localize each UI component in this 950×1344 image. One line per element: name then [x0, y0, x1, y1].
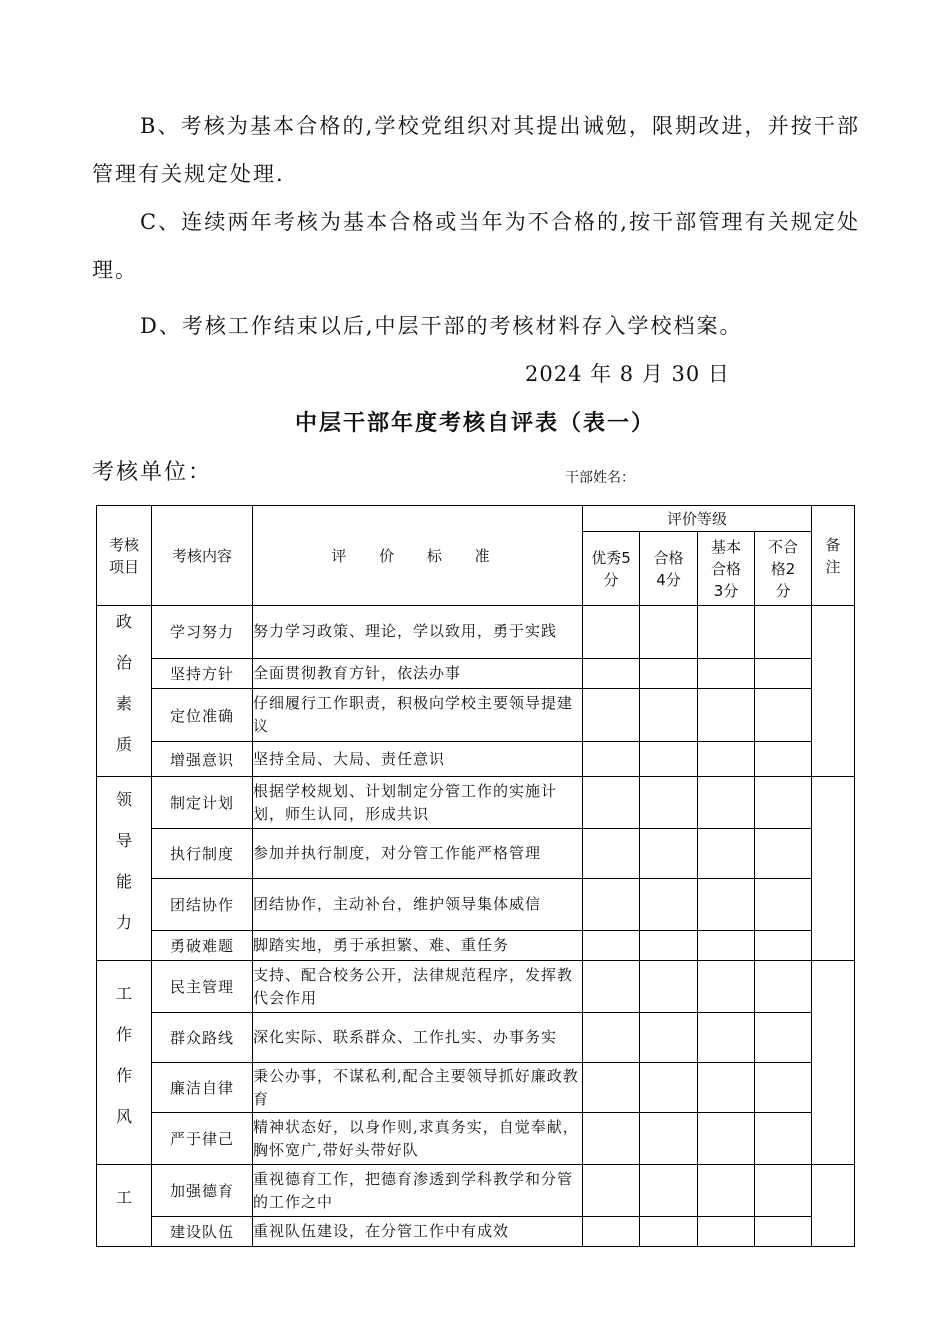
grade-cell-excellent[interactable] [583, 606, 640, 659]
criteria-text: 重视德育工作，把德育渗透到学科教学和分管的工作之中 [253, 1165, 583, 1217]
criteria-text: 秉公办事，不谋私利,配合主要领导抓好廉政教育 [253, 1063, 583, 1113]
paragraph-d: D、考核工作结束以后,中层干部的考核材料存入学校档案。 [140, 314, 743, 338]
grade-cell-excellent[interactable] [583, 829, 640, 879]
table-row [97, 1113, 855, 1165]
grade-cell-pass[interactable] [640, 689, 698, 742]
category-char: 作 [115, 1065, 132, 1085]
grade-cell-fail[interactable] [755, 1217, 812, 1247]
grade-cell-basic[interactable] [698, 961, 755, 1013]
content-item: 执行制度 [152, 829, 253, 879]
category-cell [97, 1165, 152, 1247]
header-category-text: 考核项目 [108, 535, 139, 576]
table-row [97, 658, 855, 689]
criteria-text: 努力学习政策、理论，学以致用，勇于实践 [253, 606, 583, 659]
assessment-table [96, 505, 855, 1247]
table-row [97, 689, 855, 742]
grade-cell-excellent[interactable] [583, 777, 640, 829]
grade-cell-fail[interactable] [755, 961, 812, 1013]
grade-cell-basic[interactable] [698, 829, 755, 879]
grade-cell-pass[interactable] [640, 879, 698, 931]
header-remark [812, 506, 855, 606]
grade-cell-basic[interactable] [698, 1113, 755, 1165]
remark-cell[interactable] [812, 777, 855, 961]
table-row [97, 606, 855, 659]
header-grade-fail [755, 532, 812, 606]
content-item: 增强意识 [152, 742, 253, 777]
criteria-text: 支持、配合校务公开，法律规范程序，发挥教代会作用 [253, 961, 583, 1013]
header-grade-basic-text: 基本合格3分 [710, 537, 741, 600]
table-row [97, 931, 855, 961]
content-item: 团结协作 [152, 879, 253, 931]
grade-cell-pass[interactable] [640, 1113, 698, 1165]
form-title: 中层干部年度考核自评表（表一） [294, 411, 655, 436]
header-grade-pass-text: 合格4分 [653, 548, 684, 589]
grade-cell-excellent[interactable] [583, 1013, 640, 1063]
grade-cell-fail[interactable] [755, 829, 812, 879]
grade-cell-pass[interactable] [640, 1013, 698, 1063]
grade-cell-excellent[interactable] [583, 658, 640, 689]
grade-cell-pass[interactable] [640, 606, 698, 659]
criteria-text: 团结协作，主动补台，维护领导集体威信 [253, 879, 583, 931]
grade-cell-pass[interactable] [640, 742, 698, 777]
grade-cell-basic[interactable] [698, 879, 755, 931]
category-char: 政 [115, 612, 132, 631]
table-row [97, 1165, 855, 1217]
grade-cell-fail[interactable] [755, 1113, 812, 1165]
header-content: 考核内容 [152, 506, 253, 606]
content-item: 坚持方针 [152, 658, 253, 689]
criteria-text: 全面贯彻教育方针，依法办事 [253, 658, 583, 689]
header-grade-excellent-text: 优秀5分 [591, 548, 631, 589]
grade-cell-excellent[interactable] [583, 1063, 640, 1113]
document-date: 2024 年 8 月 30 日 [525, 362, 730, 386]
paragraph-b: B、考核为基本合格的,学校党组织对其提出诫勉，限期改进，并按干部管理有关规定处理. [92, 114, 860, 186]
table-row [97, 879, 855, 931]
content-item: 学习努力 [152, 606, 253, 659]
category-char: 治 [115, 653, 132, 672]
grade-cell-basic[interactable] [698, 1217, 755, 1247]
table-row [97, 1217, 855, 1247]
grade-cell-fail[interactable] [755, 1063, 812, 1113]
grade-cell-fail[interactable] [755, 742, 812, 777]
criteria-text: 脚踏实地，勇于承担繁、难、重任务 [253, 931, 583, 961]
grade-cell-fail[interactable] [755, 689, 812, 742]
paragraph-c: C、连续两年考核为基本合格或当年为不合格的,按干部管理有关规定处理。 [92, 210, 860, 282]
grade-cell-excellent[interactable] [583, 1217, 640, 1247]
header-remark-text: 备注 [825, 535, 841, 576]
grade-cell-excellent[interactable] [583, 742, 640, 777]
grade-cell-basic[interactable] [698, 1165, 755, 1217]
category-char: 导 [115, 830, 132, 850]
table-row [97, 777, 855, 829]
header-grade-group: 评价等级 [583, 506, 812, 532]
criteria-text: 参加并执行制度，对分管工作能严格管理 [253, 829, 583, 879]
grade-cell-fail[interactable] [755, 606, 812, 659]
grade-cell-basic[interactable] [698, 742, 755, 777]
grade-cell-excellent[interactable] [583, 1113, 640, 1165]
header-grade-fail-text: 不合格2分 [768, 537, 799, 600]
table-row [97, 829, 855, 879]
grade-cell-fail[interactable] [755, 879, 812, 931]
header-category [97, 506, 152, 606]
category-char: 素 [115, 694, 132, 713]
grade-cell-pass[interactable] [640, 1165, 698, 1217]
grade-cell-fail[interactable] [755, 777, 812, 829]
grade-cell-excellent[interactable] [583, 689, 640, 742]
grade-cell-basic[interactable] [698, 689, 755, 742]
grade-cell-pass[interactable] [640, 961, 698, 1013]
table-row [97, 961, 855, 1013]
criteria-text: 精神状态好，以身作则,求真务实，自觉奉献，胸怀宽广,带好头带好队 [253, 1113, 583, 1165]
category-char: 作 [115, 1024, 132, 1044]
grade-cell-pass[interactable] [640, 658, 698, 689]
header-grade-excellent [583, 532, 640, 606]
grade-cell-pass[interactable] [640, 1217, 698, 1247]
table-row [97, 1063, 855, 1113]
criteria-text: 根据学校规划、计划制定分管工作的实施计划，师生认同，形成共识 [253, 777, 583, 829]
grade-cell-pass[interactable] [640, 829, 698, 879]
category-char: 能 [115, 871, 132, 891]
grade-cell-excellent[interactable] [583, 1165, 640, 1217]
content-item: 建设队伍 [152, 1217, 253, 1247]
header-grade-pass [640, 532, 698, 606]
category-cell [97, 606, 152, 777]
grade-cell-pass[interactable] [640, 777, 698, 829]
header-standard: 评 价 标 准 [253, 506, 583, 606]
criteria-text: 仔细履行工作职责，积极向学校主要领导提建议 [253, 689, 583, 742]
grade-cell-basic[interactable] [698, 606, 755, 659]
content-item: 勇破难题 [152, 931, 253, 961]
grade-cell-basic[interactable] [698, 1063, 755, 1113]
grade-cell-excellent[interactable] [583, 961, 640, 1013]
grade-cell-basic[interactable] [698, 777, 755, 829]
criteria-text: 深化实际、联系群众、工作扎实、办事务实 [253, 1013, 583, 1063]
content-item: 严于律己 [152, 1113, 253, 1165]
table-row [97, 742, 855, 777]
content-item: 加强德育 [152, 1165, 253, 1217]
grade-cell-excellent[interactable] [583, 931, 640, 961]
grade-cell-fail[interactable] [755, 658, 812, 689]
remark-cell[interactable] [812, 961, 855, 1165]
remark-cell[interactable] [812, 606, 855, 777]
category-char: 工 [115, 1188, 132, 1207]
category-char: 质 [115, 735, 132, 754]
grade-cell-pass[interactable] [640, 1063, 698, 1113]
content-item: 制定计划 [152, 777, 253, 829]
header-grade-basic [698, 532, 755, 606]
grade-cell-fail[interactable] [755, 931, 812, 961]
grade-cell-basic[interactable] [698, 658, 755, 689]
grade-cell-pass[interactable] [640, 931, 698, 961]
unit-label: 考核单位： [92, 460, 213, 485]
grade-cell-fail[interactable] [755, 1013, 812, 1063]
category-char: 风 [115, 1106, 132, 1126]
table-row [97, 1013, 855, 1063]
category-cell [97, 777, 152, 961]
remark-cell[interactable] [812, 1165, 855, 1247]
grade-cell-basic[interactable] [698, 931, 755, 961]
category-char: 力 [115, 912, 132, 932]
content-item: 廉洁自律 [152, 1063, 253, 1113]
content-item: 定位准确 [152, 689, 253, 742]
grade-cell-basic[interactable] [698, 1013, 755, 1063]
category-char: 工 [115, 983, 132, 1003]
category-char: 领 [115, 789, 132, 809]
cadre-name-label: 干部姓名： [565, 470, 635, 486]
criteria-text: 坚持全局、大局、责任意识 [253, 742, 583, 777]
grade-cell-fail[interactable] [755, 1165, 812, 1217]
criteria-text: 重视队伍建设，在分管工作中有成效 [253, 1217, 583, 1247]
content-item: 群众路线 [152, 1013, 253, 1063]
grade-cell-excellent[interactable] [583, 879, 640, 931]
content-item: 民主管理 [152, 961, 253, 1013]
category-cell [97, 961, 152, 1165]
